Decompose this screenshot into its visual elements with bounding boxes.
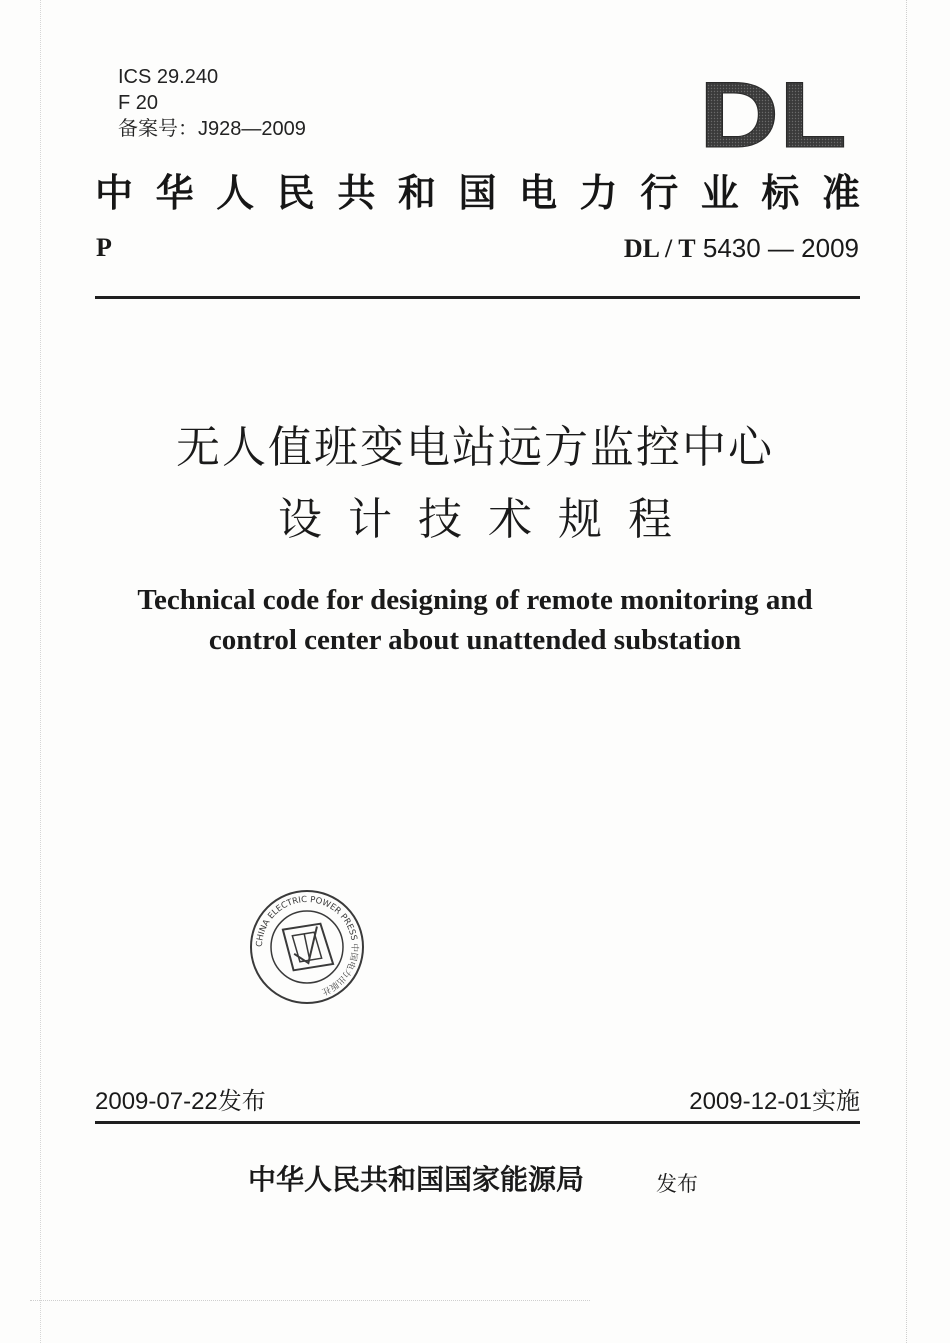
- standard-type-char: 人: [216, 170, 255, 215]
- title-english-line1: Technical code for designing of remote monitoring and: [137, 584, 813, 616]
- classification-block: [118, 64, 306, 142]
- standard-number-value: 5430 — 2009: [702, 233, 859, 263]
- standard-type-char: 华: [155, 170, 194, 215]
- standard-number: [624, 232, 859, 265]
- standard-type-char: 力: [579, 170, 618, 215]
- standard-type-char: 和: [397, 170, 436, 215]
- top-divider: [95, 296, 860, 299]
- standard-type-char: 电: [519, 170, 558, 215]
- title-english-line2: control center about unattended substation: [208, 624, 742, 656]
- publish-date: 2009-07-22发布: [95, 1088, 266, 1115]
- filing-number: 备案号：J928—2009: [118, 118, 306, 140]
- publisher-seal-icon: [248, 888, 366, 1006]
- standard-type-title: [95, 165, 860, 221]
- issuing-authority: 中华人民共和国国家能源局: [248, 1163, 585, 1196]
- standard-type-char: 共: [337, 170, 376, 215]
- logo-text: DL: [699, 75, 847, 150]
- title-chinese-line2: 设计技术规程: [278, 494, 698, 545]
- standard-type-char: 准: [821, 170, 860, 215]
- standard-type-char: 标: [761, 170, 800, 215]
- standard-type-char: 业: [700, 170, 739, 215]
- standard-type-char: 民: [276, 170, 315, 215]
- standard-number-prefix: DL / T: [623, 234, 696, 263]
- title-english: [0, 580, 950, 660]
- ics-code: ICS 29.240: [118, 66, 219, 88]
- dl-logo-icon: [698, 75, 848, 150]
- standard-type-char: 国: [458, 170, 497, 215]
- dates-row: [95, 1086, 860, 1118]
- standard-type-char: 中: [95, 170, 134, 215]
- category-code: P: [96, 233, 112, 262]
- scan-edge-left: [40, 0, 41, 1343]
- issuing-action: 发布: [656, 1172, 698, 1196]
- scan-edge-bottom: [30, 1300, 590, 1301]
- scan-edge-right: [906, 0, 907, 1343]
- title-chinese-line1: 无人值班变电站远方监控中心: [176, 422, 774, 473]
- effective-date: 2009-12-01实施: [689, 1088, 860, 1115]
- seal-ring-text: CHINA ELECTRIC POWER PRESS 中国电力出版社: [254, 894, 360, 997]
- bottom-divider: [95, 1121, 860, 1124]
- ccs-code: F 20: [118, 92, 159, 114]
- standard-type-char: 行: [640, 170, 679, 215]
